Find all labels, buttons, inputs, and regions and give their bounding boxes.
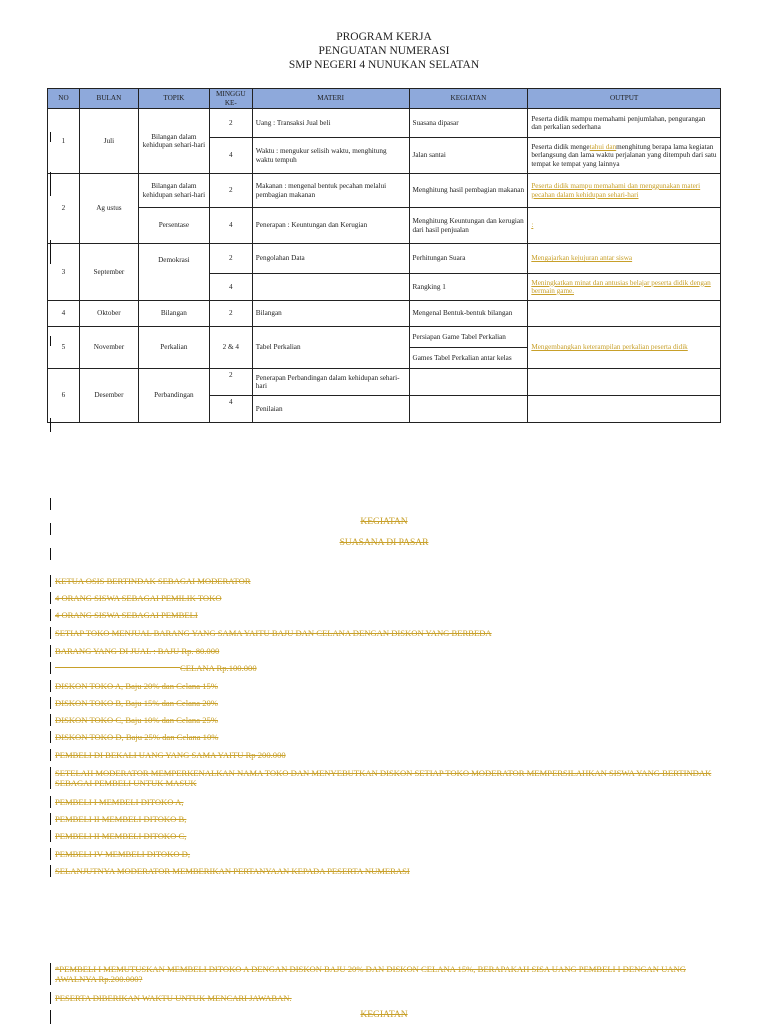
list-item: DISKON TOKO B, Baju 15% dan Celana 20% bbox=[55, 698, 218, 708]
cell-minggu: 4 bbox=[209, 274, 252, 301]
cell-kegiatan bbox=[409, 369, 528, 396]
revision-bar bbox=[50, 680, 51, 692]
table-row bbox=[48, 174, 721, 208]
revision-bar bbox=[50, 697, 51, 709]
revision-bar bbox=[50, 848, 51, 860]
cell-output bbox=[528, 138, 721, 174]
output-text: menghitung berapa lama kegiatan berlangsung dan lama waktu perjalanan yang ditempuh dari satu tempat ke tempat yang lainnya bbox=[531, 142, 717, 168]
cell-topik: Persentase bbox=[138, 208, 209, 244]
inserted-text: tahui dan bbox=[589, 142, 617, 151]
revision-bar bbox=[50, 749, 51, 761]
header-bulan: BULAN bbox=[79, 89, 138, 109]
cell-minggu: 2 bbox=[209, 369, 252, 396]
cell-kegiatan: Perhitungan Suara bbox=[409, 244, 528, 274]
revision-bar bbox=[50, 548, 51, 560]
header-topik: TOPIK bbox=[138, 89, 209, 109]
cell-kegiatan: Persiapan Game Tabel Perkalian bbox=[409, 327, 528, 348]
revision-bar bbox=[50, 731, 51, 743]
revision-bar bbox=[50, 767, 51, 789]
revision-bar bbox=[50, 865, 51, 877]
cell-minggu: 4 bbox=[209, 208, 252, 244]
cell-minggu: 2 bbox=[209, 109, 252, 138]
list-item: 4 ORANG SISWA SEBAGAI PEMILIK TOKO bbox=[55, 593, 222, 603]
cell-output: Meningkatkan minat dan antusias belajar peserta didik dengan bermain game. bbox=[528, 274, 721, 301]
list-item: PESERTA DIBERIKAN WAKTU UNTUK MENCARI JAWABAN. bbox=[55, 993, 292, 1003]
cell-minggu: 2 bbox=[209, 244, 252, 274]
list-item: KETUA OSIS BERTINDAK SEBAGAI MODERATOR bbox=[55, 576, 251, 586]
revision-bar bbox=[50, 662, 51, 674]
cell-output: Peserta didik mampu memahami penjumlahan, pengurangan dan perkalian sederhana bbox=[528, 109, 721, 138]
header-materi: MATERI bbox=[252, 89, 409, 109]
list-item: *PEMBELI I MEMUTUSKAN MEMBELI DITOKO A DENGAN DISKON BAJU 20% DAN DISKON CELANA 15%, BERAPAKAH SISA UANG PEMBELI I DENGAN UANG AWALNYA Rp.200.000? bbox=[55, 964, 686, 984]
revision-bar bbox=[50, 609, 51, 621]
cell-topik: Perbandingan bbox=[138, 369, 209, 423]
cell-topik: Perkalian bbox=[138, 327, 209, 369]
section-title-next: KEGIATAN bbox=[360, 1010, 408, 1020]
table-row bbox=[48, 327, 721, 348]
cell-output bbox=[528, 396, 721, 423]
cell-output: Mengembangkan keterampilan perkalian peserta didik bbox=[528, 327, 721, 369]
cell-materi: Penerapan : Keuntungan dan Kerugian bbox=[252, 208, 409, 244]
cell-materi: Waktu : mengukur selisih waktu, menghitung waktu tempuh bbox=[252, 138, 409, 174]
revision-bar bbox=[50, 796, 51, 808]
revision-bar bbox=[50, 992, 51, 1004]
revision-bar bbox=[50, 498, 51, 510]
revision-bar bbox=[50, 592, 51, 604]
revision-bar bbox=[50, 963, 51, 985]
revision-bar bbox=[50, 575, 51, 587]
list-item: SETIAP TOKO MENJUAL BARANG YANG SAMA YAITU BAJU DAN CELANA DENGAN DISKON YANG BERBEDA bbox=[55, 628, 492, 638]
cell-kegiatan: Suasana dipasar bbox=[409, 109, 528, 138]
cell-output: : bbox=[528, 208, 721, 244]
list-item: 4 ORANG SISWA SEBAGAI PEMBELI bbox=[55, 610, 198, 620]
cell-output: Mengajarkan kejujuran antar siswa bbox=[528, 244, 721, 274]
cell-materi: Bilangan bbox=[252, 301, 409, 327]
cell-output: Peserta didik mampu memahami dan menggunakan materi pecahan dalam kehidupan sehari-hari bbox=[528, 174, 721, 208]
revision-bar bbox=[50, 645, 51, 657]
cell-bulan: Desember bbox=[79, 369, 138, 423]
cell-no: 2 bbox=[48, 174, 80, 244]
cell-kegiatan bbox=[409, 396, 528, 423]
header-no: NO bbox=[48, 89, 80, 109]
list-item: PEMBELI II MEMBELI DITOKO C, bbox=[55, 831, 187, 841]
table-header-row bbox=[48, 89, 721, 109]
cell-no: 4 bbox=[48, 301, 80, 327]
revision-bar bbox=[50, 336, 51, 346]
cell-bulan: Oktober bbox=[79, 301, 138, 327]
list-item: CELANA Rp.100.000 bbox=[180, 663, 257, 673]
cell-materi: Tabel Perkalian bbox=[252, 327, 409, 369]
cell-minggu: 2 & 4 bbox=[209, 327, 252, 369]
program-table bbox=[47, 88, 721, 423]
cell-bulan: Juli bbox=[79, 109, 138, 174]
header-line-2: PENGUATAN NUMERASI bbox=[318, 45, 450, 57]
cell-materi: Penerapan Perbandingan dalam kehidupan sehari-hari bbox=[252, 369, 409, 396]
cell-bulan: November bbox=[79, 327, 138, 369]
cell-output bbox=[528, 369, 721, 396]
cell-output bbox=[528, 301, 721, 327]
section-title: KEGIATAN bbox=[360, 517, 408, 527]
revision-bar bbox=[50, 714, 51, 726]
revision-bar bbox=[50, 627, 51, 639]
list-item: SELANJUTNYA MODERATOR MEMBERIKAN PERTANYAAN KEPADA PESERTA NUMERASI bbox=[55, 866, 410, 876]
cell-kegiatan: Rangking 1 bbox=[409, 274, 528, 301]
header-kegiatan: KEGIATAN bbox=[409, 89, 528, 109]
cell-materi: Uang : Transaksi Jual beli bbox=[252, 109, 409, 138]
cell-topik: Bilangan bbox=[138, 301, 209, 327]
list-item: BARANG YANG DI JUAL : BAJU Rp. 80.000 bbox=[55, 646, 220, 656]
list-item: PEMBELI II MEMBELI DITOKO B, bbox=[55, 814, 187, 824]
list-item: PEMBELI I MEMBELI DITOKO A, bbox=[55, 797, 184, 807]
list-item: DISKON TOKO D, Baju 25% dan Celana 10% bbox=[55, 732, 219, 742]
cell-minggu: 4 bbox=[209, 396, 252, 423]
revision-bar bbox=[50, 132, 51, 142]
cell-topik: Demokrasi bbox=[138, 244, 209, 301]
cell-kegiatan: Mengenal Bentuk-bentuk bilangan bbox=[409, 301, 528, 327]
header-line-3: SMP NEGERI 4 NUNUKAN SELATAN bbox=[288, 59, 480, 71]
header-line-1: PROGRAM KERJA bbox=[336, 31, 432, 43]
table-row bbox=[48, 109, 721, 138]
list-item: PEMBELI IV MEMBELI DITOKO D, bbox=[55, 849, 191, 859]
cell-bulan: Ag ustus bbox=[79, 174, 138, 244]
cell-topik: Bilangan dalam kehidupan sehari-hari bbox=[138, 109, 209, 174]
cell-kegiatan: Menghitung hasil pembagian makanan bbox=[409, 174, 528, 208]
header-output: OUTPUT bbox=[528, 89, 721, 109]
table-row bbox=[48, 208, 721, 244]
revision-bar bbox=[50, 418, 51, 432]
output-text: Peserta didik menge bbox=[531, 142, 590, 151]
cell-kegiatan: Games Tabel Perkalian antar kelas bbox=[409, 348, 528, 369]
table-row bbox=[48, 301, 721, 327]
list-item: PEMBELI DI BEKALI UANG YANG SAMA YAITU Rp 200.000 bbox=[55, 750, 286, 760]
table-row bbox=[48, 244, 721, 274]
revision-bar bbox=[50, 813, 51, 825]
header-minggu: MINGGU KE- bbox=[209, 89, 252, 109]
list-item: DISKON TOKO C, Baju 10% dan Celana 25% bbox=[55, 715, 218, 725]
cell-no: 6 bbox=[48, 369, 80, 423]
table-row bbox=[48, 369, 721, 396]
cell-topik: Bilangan dalam kehidupan sehari-hari bbox=[138, 174, 209, 208]
list-item: DISKON TOKO A, Baju 20% dan Celana 15% bbox=[55, 681, 218, 691]
revision-bar bbox=[50, 172, 51, 196]
cell-no: 3 bbox=[48, 244, 80, 301]
revision-bar bbox=[50, 523, 51, 535]
revision-bar bbox=[50, 240, 51, 264]
list-item: SETELAH MODERATOR MEMPERKENALKAN NAMA TOKO DAN MENYEBUTKAN DISKON SETIAP TOKO MODERATOR MEMPERSILAHKAN SISWA YANG BERTINDAK SEBAGAI PEMBELI UNTUK MASUK bbox=[55, 768, 712, 788]
cell-materi: Makanan : mengenal bentuk pecahan melalui pembagian makanan bbox=[252, 174, 409, 208]
revision-bar bbox=[50, 830, 51, 842]
cell-materi bbox=[252, 274, 409, 301]
cell-minggu: 2 bbox=[209, 301, 252, 327]
section-subtitle: SUASANA DI PASAR bbox=[339, 538, 429, 548]
cell-kegiatan: Jalan santai bbox=[409, 138, 528, 174]
cell-minggu: 2 bbox=[209, 174, 252, 208]
cell-kegiatan: Menghitung Keuntungan dan kerugian dari hasil penjualan bbox=[409, 208, 528, 244]
cell-no: 1 bbox=[48, 109, 80, 174]
cell-minggu: 4 bbox=[209, 138, 252, 174]
cell-no: 5 bbox=[48, 327, 80, 369]
cell-materi: Penilaian bbox=[252, 396, 409, 423]
cell-bulan: September bbox=[79, 244, 138, 301]
cell-materi: Pengolahan Data bbox=[252, 244, 409, 274]
strikeout-line bbox=[55, 667, 180, 668]
